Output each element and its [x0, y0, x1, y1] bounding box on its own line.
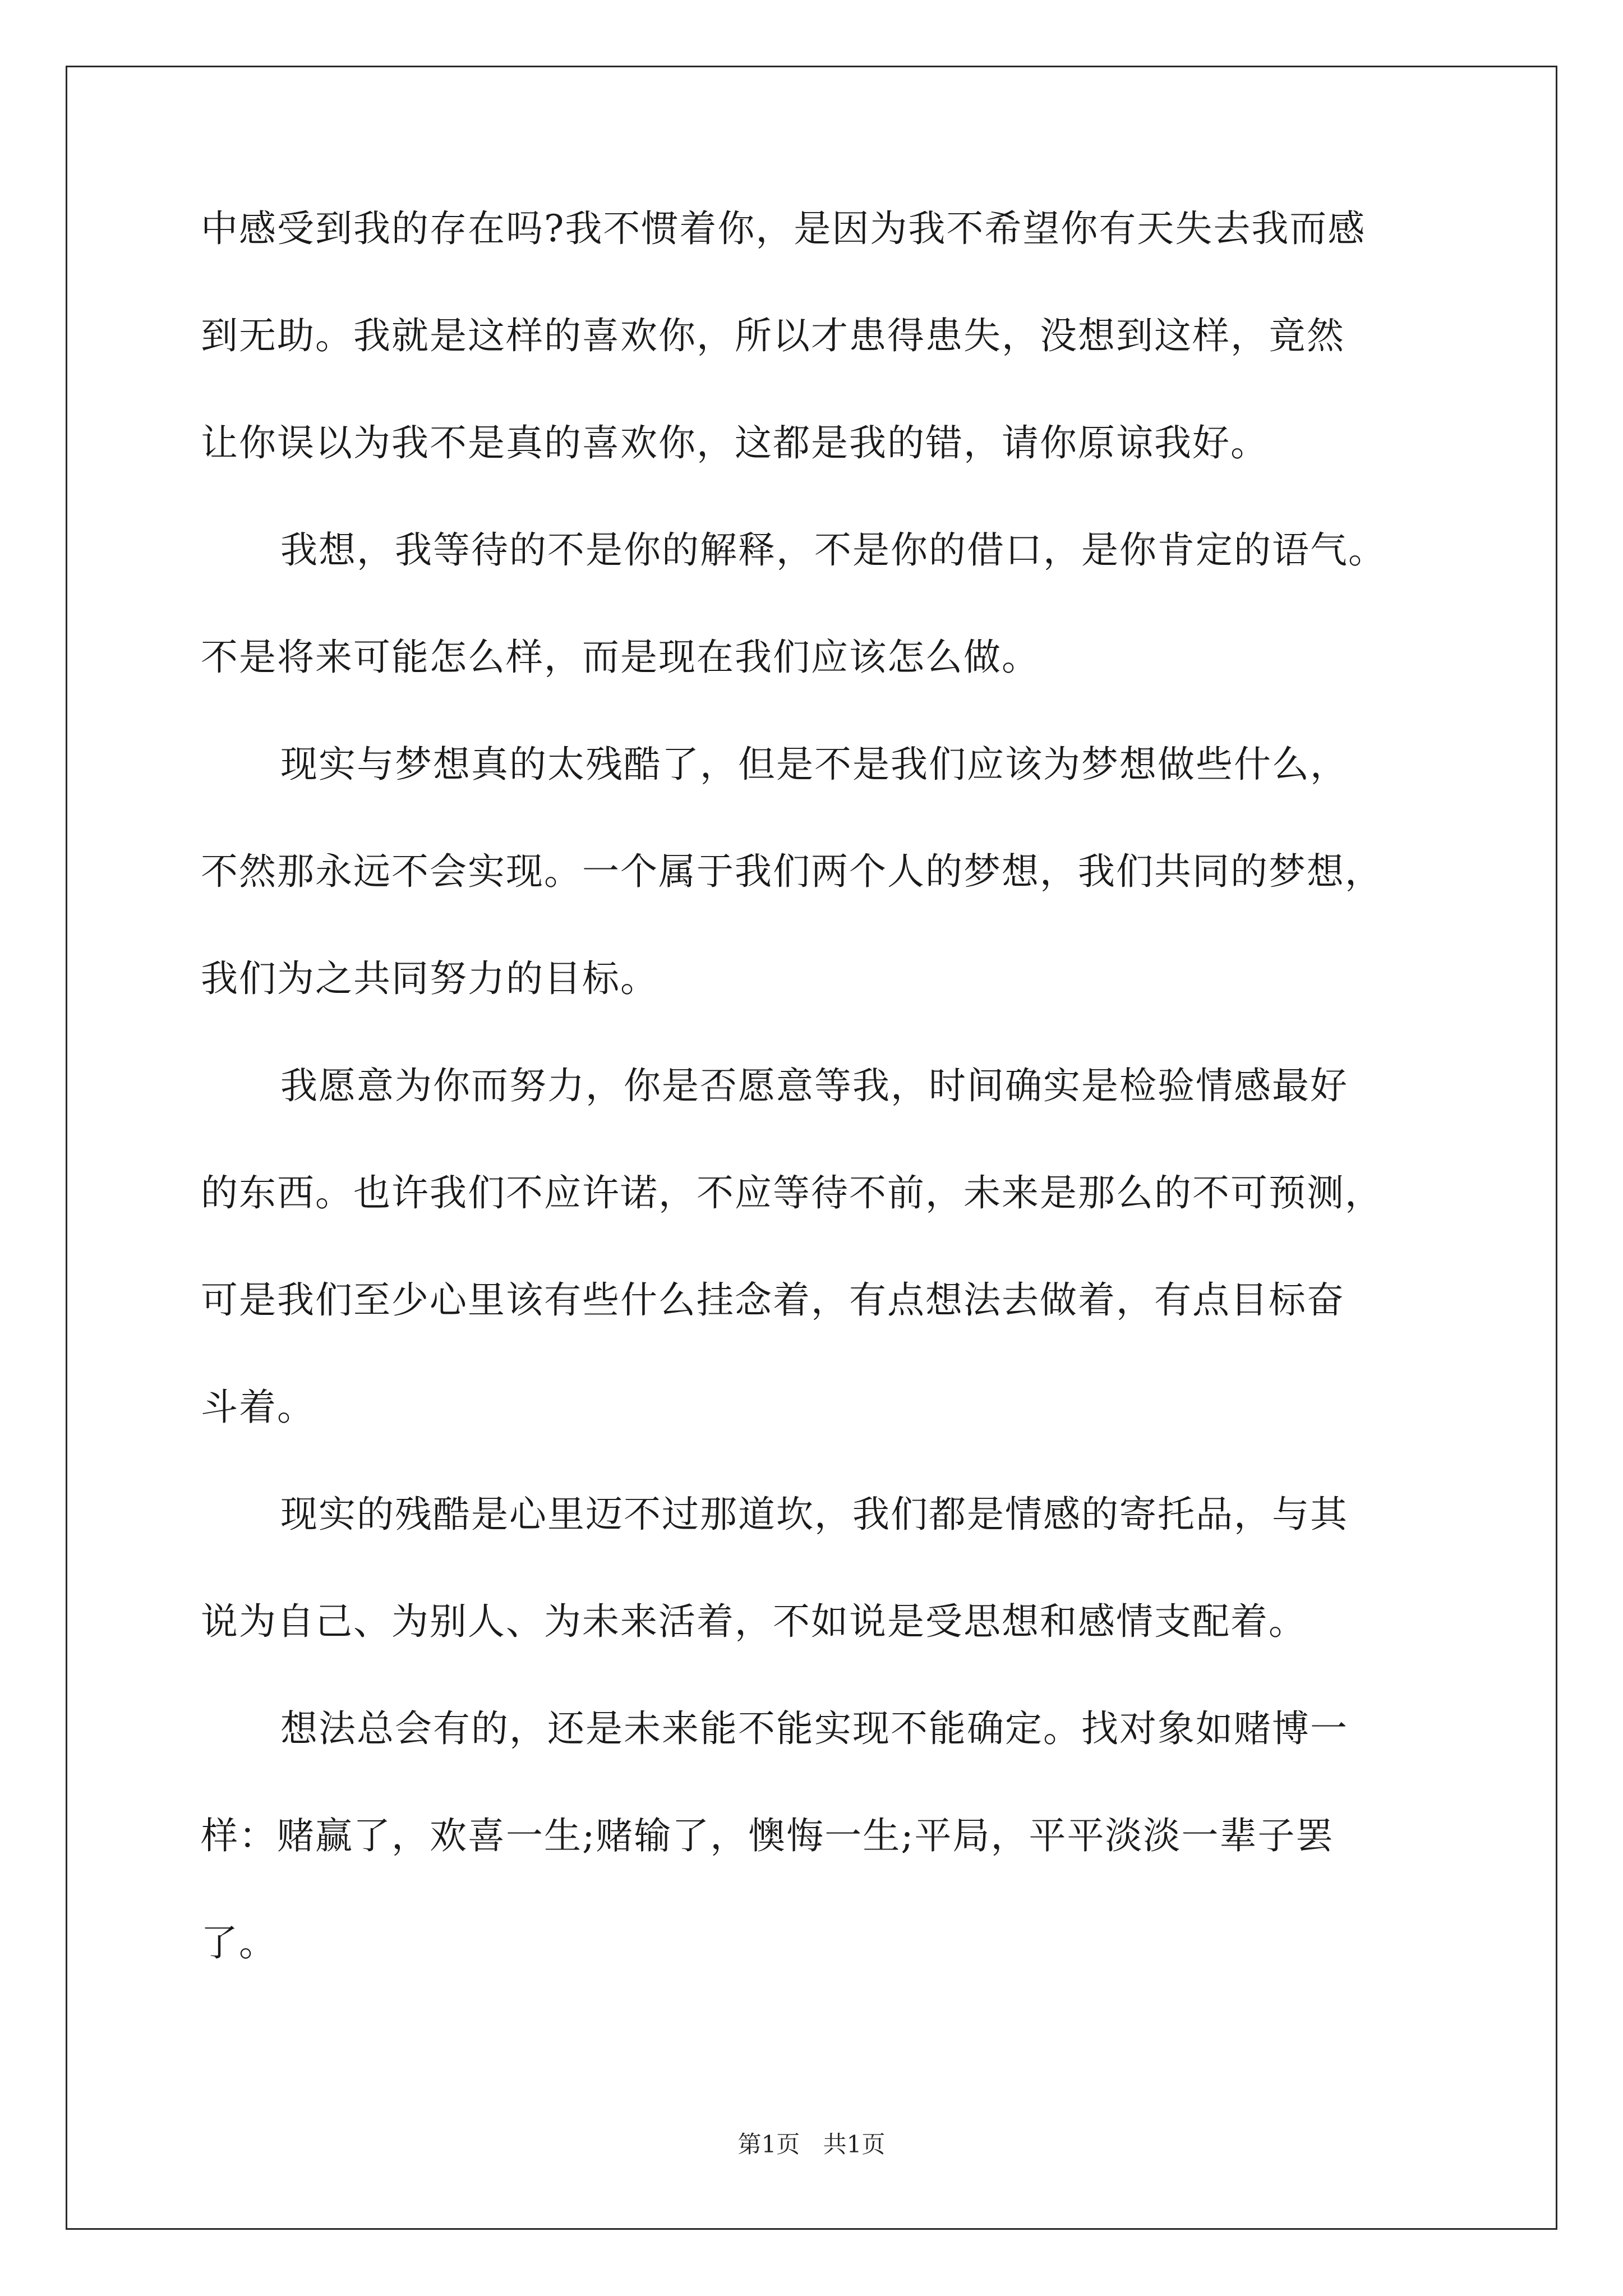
text-line: 样：赌赢了，欢喜一生;赌输了，懊悔一生;平局，平平淡淡一辈子罢: [201, 1814, 1334, 1857]
text-line: 我想，我等待的不是你的解释，不是你的借口，是你肯定的语气。: [280, 528, 1386, 572]
text-line: 现实与梦想真的太残酷了，但是不是我们应该为梦想做些什么，: [280, 743, 1348, 786]
text-line: 我们为之共同努力的目标。: [201, 957, 658, 1000]
text-line: 不是将来可能怎么样，而是现在我们应该怎么做。: [201, 636, 1040, 679]
text-line: 可是我们至少心里该有些什么挂念着，有点想法去做着，有点目标奋: [201, 1278, 1345, 1322]
text-line: 中感受到我的存在吗?我不惯着你，是因为我不希望你有天失去我而感: [201, 207, 1366, 250]
text-line: 到无助。我就是这样的喜欢你，所以才患得患失，没想到这样，竟然: [201, 314, 1345, 357]
text-line: 斗着。: [201, 1386, 315, 1429]
text-line: 的东西。也许我们不应许诺，不应等待不前，未来是那么的不可预测，: [201, 1171, 1383, 1214]
text-line: 现实的残酷是心里迈不过那道坎，我们都是情感的寄托品，与其: [280, 1493, 1348, 1536]
text-line: 了。: [201, 1921, 277, 1964]
text-line: 说为自己、为别人、为未来活着，不如说是受思想和感情支配着。: [201, 1600, 1307, 1643]
text-line: 想法总会有的，还是未来能不能实现不能确定。找对象如赌博一: [280, 1707, 1348, 1750]
page-number-current: 第1页: [737, 2131, 800, 2158]
document-body: [201, 207, 1435, 2032]
text-line: 不然那永远不会实现。一个属于我们两个人的梦想，我们共同的梦想，: [201, 850, 1383, 893]
page-footer: [0, 2133, 1623, 2156]
text-line: 让你误以为我不是真的喜欢你，这都是我的错，请你原谅我好。: [201, 421, 1269, 464]
page-number-total: 共1页: [823, 2131, 886, 2158]
text-line: 我愿意为你而努力，你是否愿意等我，时间确实是检验情感最好: [280, 1064, 1348, 1107]
